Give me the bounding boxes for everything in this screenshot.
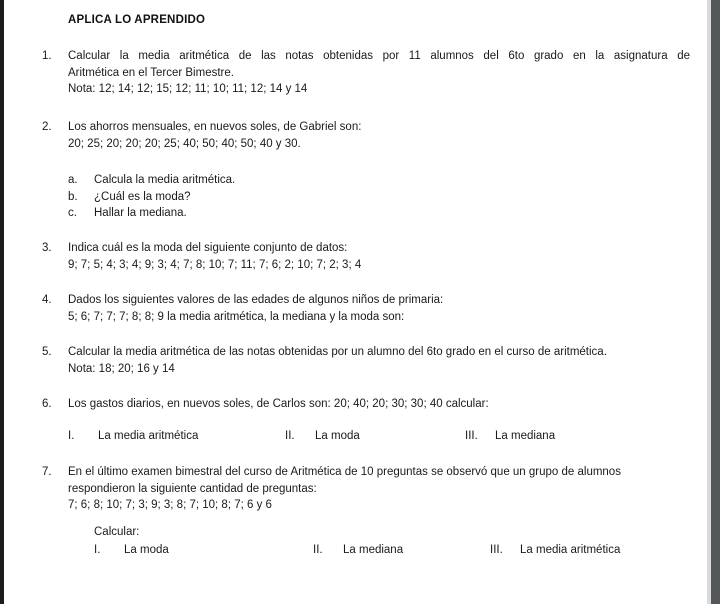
roman-text: La moda (124, 544, 169, 556)
exercise-line: respondieron la siguiente cantidad de preguntas: (68, 482, 317, 495)
exercise-line: Indica cuál es la moda del siguiente conjunto de datos: (68, 242, 348, 254)
subitem-marker: a. (68, 174, 78, 186)
exercise-7-roman-list (0, 542, 720, 559)
exercise-body (68, 240, 690, 273)
exercise-line: Dados los siguientes valores de las edades de algunos niños de primaria: (68, 294, 444, 306)
roman-marker: I. (94, 544, 101, 556)
exercise-body (68, 292, 690, 325)
exercise-line: 20; 25; 20; 20; 20; 25; 40; 50; 40; 50; 40 y 30. (68, 137, 301, 150)
roman-text: La media aritmética (98, 430, 199, 442)
exercise-item-5 (42, 344, 690, 377)
exercise-item-4 (42, 292, 690, 325)
exercise-number: 1. (42, 50, 52, 62)
exercise-line: 5; 6; 7; 7; 7; 8; 8; 9 la media aritmética, la mediana y la moda son: (68, 310, 405, 323)
exercise-line: Nota: 12; 14; 12; 15; 12; 11; 10; 11; 12; 14 y 14 (68, 83, 308, 95)
exercise-body (68, 119, 690, 152)
exercise-number: 6. (42, 398, 52, 410)
exercise-7-calcular-label: Calcular: (94, 526, 140, 538)
exercise-line: En el último examen bimestral del curso de Aritmética de 10 preguntas se observó que un grupo de alumnos (68, 466, 621, 478)
list-item (94, 542, 169, 559)
subitem-text: ¿Cuál es la moda? (94, 190, 191, 203)
exercise-number: 3. (42, 242, 52, 254)
exercise-line: Los gastos diarios, en nuevos soles, de Carlos son: 20; 40; 20; 30; 30; 40 calcular: (68, 398, 489, 410)
exercise-line: Calcular la media aritmética de las notas obtenidas por 11 alumnos del 6to grado en la asignatura de (68, 50, 690, 62)
list-item (490, 542, 620, 559)
roman-marker: II. (285, 430, 295, 442)
exercise-item-3 (42, 240, 690, 273)
exercise-body (68, 48, 690, 98)
list-item (68, 189, 235, 206)
exercise-item-6 (42, 396, 690, 413)
exercise-item-2 (42, 119, 690, 152)
list-item (313, 542, 403, 559)
roman-marker: III. (465, 430, 478, 442)
exercise-line: 7; 6; 8; 10; 7; 3; 9; 3; 8; 7; 10; 8; 7; 6 y 6 (68, 499, 272, 511)
roman-text: La mediana (343, 544, 404, 556)
exercise-line: Nota: 18; 20; 16 y 14 (68, 362, 175, 375)
page-title: APLICA LO APRENDIDO (68, 14, 206, 26)
exercise-number: 4. (42, 294, 52, 306)
roman-text: La mediana (495, 430, 556, 442)
exercise-6-roman-list (0, 428, 720, 445)
exercise-line: 9; 7; 5; 4; 3; 4; 9; 3; 4; 7; 8; 10; 7; 11; 7; 6; 2; 10; 7; 2; 3; 4 (68, 258, 362, 271)
exercise-body (68, 396, 690, 413)
subitem-marker: b. (68, 190, 78, 203)
list-item (465, 428, 555, 445)
exercise-line: Aritmética en el Tercer Bimestre. (68, 66, 234, 79)
subitem-marker: c. (68, 207, 77, 219)
exercise-number: 2. (42, 121, 52, 133)
roman-marker: III. (490, 544, 503, 556)
exercise-2-subitem-list (68, 172, 235, 222)
roman-marker: I. (68, 430, 75, 442)
list-item (285, 428, 360, 445)
exercise-body (68, 464, 690, 514)
exercise-item-1 (42, 48, 690, 98)
list-item (68, 205, 235, 222)
roman-text: La moda (315, 430, 360, 442)
exercise-line: Calcular la media aritmética de las notas obtenidas por un alumno del 6to grado en el curso de aritmética. (68, 346, 607, 358)
roman-text: La media aritmética (520, 544, 621, 556)
roman-marker: II. (313, 544, 323, 556)
exercise-number: 7. (42, 466, 52, 478)
subitem-text: Calcula la media aritmética. (94, 174, 236, 186)
list-item (68, 172, 235, 189)
list-item (68, 428, 198, 445)
exercise-number: 5. (42, 346, 52, 358)
subitem-text: Hallar la mediana. (94, 207, 187, 219)
exercise-body (68, 344, 690, 377)
exercise-line: Los ahorros mensuales, en nuevos soles, de Gabriel son: (68, 121, 362, 133)
exercise-item-7 (42, 464, 690, 514)
